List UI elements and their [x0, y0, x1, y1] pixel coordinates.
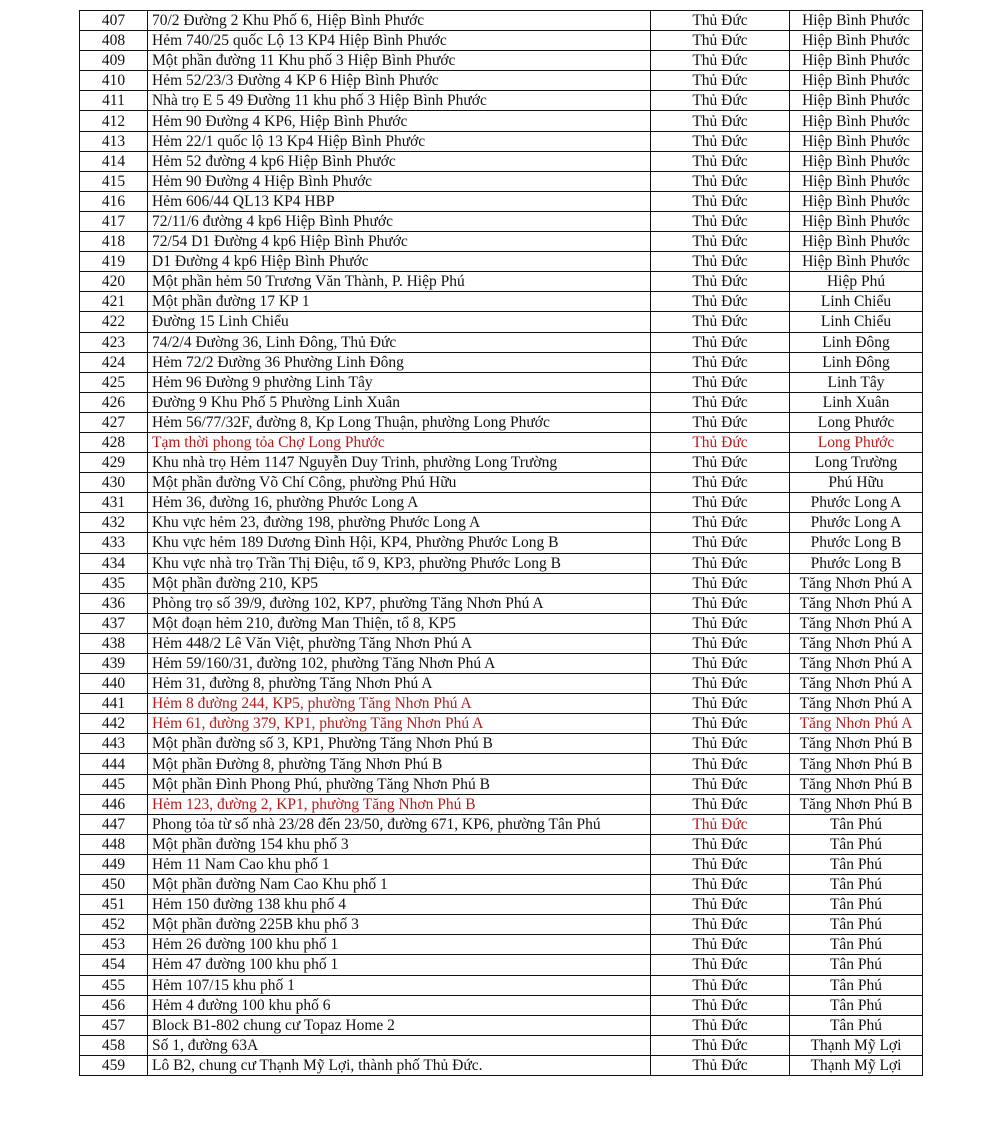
ward-cell: Tân Phú — [790, 875, 923, 895]
location-cell: Hẻm 4 đường 100 khu phố 6 — [148, 995, 651, 1015]
location-cell: Hẻm 123, đường 2, KP1, phường Tăng Nhơn Phú B — [148, 794, 651, 814]
row-number: 434 — [80, 553, 148, 573]
district-cell: Thủ Đức — [651, 1055, 790, 1075]
table-row — [80, 814, 923, 834]
table-body — [80, 11, 923, 1076]
row-number: 456 — [80, 995, 148, 1015]
table-row — [80, 412, 923, 432]
district-cell: Thủ Đức — [651, 774, 790, 794]
location-cell: Hẻm 56/77/32F, đường 8, Kp Long Thuận, phường Long Phước — [148, 412, 651, 432]
location-cell: Khu vực hẻm 189 Dương Đình Hội, KP4, Phường Phước Long B — [148, 533, 651, 553]
table-row — [80, 11, 923, 31]
district-cell: Thủ Đức — [651, 71, 790, 91]
table-row — [80, 252, 923, 272]
table-row — [80, 674, 923, 694]
location-cell: Phòng trọ số 39/9, đường 102, KP7, phường Tăng Nhơn Phú A — [148, 593, 651, 613]
table-row — [80, 372, 923, 392]
row-number: 437 — [80, 613, 148, 633]
district-cell: Thủ Đức — [651, 754, 790, 774]
table-row — [80, 633, 923, 653]
ward-cell: Tân Phú — [790, 834, 923, 854]
table-row — [80, 573, 923, 593]
district-cell: Thủ Đức — [651, 654, 790, 674]
ward-cell: Hiệp Bình Phước — [790, 71, 923, 91]
district-cell: Thủ Đức — [651, 814, 790, 834]
district-cell: Thủ Đức — [651, 191, 790, 211]
ward-cell: Hiệp Bình Phước — [790, 11, 923, 31]
district-cell: Thủ Đức — [651, 915, 790, 935]
district-cell: Thủ Đức — [651, 453, 790, 473]
table-row — [80, 995, 923, 1015]
row-number: 416 — [80, 191, 148, 211]
district-cell: Thủ Đức — [651, 573, 790, 593]
row-number: 410 — [80, 71, 148, 91]
row-number: 424 — [80, 352, 148, 372]
row-number: 421 — [80, 292, 148, 312]
row-number: 418 — [80, 232, 148, 252]
ward-cell: Tăng Nhơn Phú A — [790, 613, 923, 633]
table-row — [80, 975, 923, 995]
location-cell: Hẻm 22/1 quốc lộ 13 Kp4 Hiệp Bình Phước — [148, 131, 651, 151]
row-number: 442 — [80, 714, 148, 734]
district-cell: Thủ Đức — [651, 412, 790, 432]
district-cell: Thủ Đức — [651, 714, 790, 734]
row-number: 407 — [80, 11, 148, 31]
table-row — [80, 513, 923, 533]
table-row — [80, 292, 923, 312]
table-row — [80, 171, 923, 191]
ward-cell: Long Phước — [790, 412, 923, 432]
location-cell: Một phần Đường 8, phường Tăng Nhơn Phú B — [148, 754, 651, 774]
ward-cell: Linh Tây — [790, 372, 923, 392]
table-row — [80, 794, 923, 814]
row-number: 447 — [80, 814, 148, 834]
location-cell: Hẻm 107/15 khu phố 1 — [148, 975, 651, 995]
district-cell: Thủ Đức — [651, 432, 790, 452]
location-cell: D1 Đường 4 kp6 Hiệp Bình Phước — [148, 252, 651, 272]
row-number: 433 — [80, 533, 148, 553]
row-number: 419 — [80, 252, 148, 272]
location-cell: Một phần đường 17 KP 1 — [148, 292, 651, 312]
table-row — [80, 131, 923, 151]
row-number: 439 — [80, 654, 148, 674]
location-cell: Một phần đường Võ Chí Công, phường Phú Hữu — [148, 473, 651, 493]
district-cell: Thủ Đức — [651, 131, 790, 151]
table-row — [80, 1035, 923, 1055]
location-cell: Hẻm 11 Nam Cao khu phố 1 — [148, 854, 651, 874]
ward-cell: Linh Đông — [790, 332, 923, 352]
location-cell: Số 1, đường 63A — [148, 1035, 651, 1055]
district-cell: Thủ Đức — [651, 11, 790, 31]
row-number: 415 — [80, 171, 148, 191]
row-number: 457 — [80, 1015, 148, 1035]
district-cell: Thủ Đức — [651, 533, 790, 553]
row-number: 429 — [80, 453, 148, 473]
district-cell: Thủ Đức — [651, 834, 790, 854]
row-number: 446 — [80, 794, 148, 814]
location-cell: Một phần đường 225B khu phố 3 — [148, 915, 651, 935]
location-cell: 74/2/4 Đường 36, Linh Đông, Thủ Đức — [148, 332, 651, 352]
district-cell: Thủ Đức — [651, 493, 790, 513]
ward-cell: Thạnh Mỹ Lợi — [790, 1035, 923, 1055]
table-row — [80, 352, 923, 372]
ward-cell: Hiệp Bình Phước — [790, 91, 923, 111]
row-number: 454 — [80, 955, 148, 975]
table-row — [80, 432, 923, 452]
district-cell: Thủ Đức — [651, 151, 790, 171]
row-number: 455 — [80, 975, 148, 995]
row-number: 435 — [80, 573, 148, 593]
district-cell: Thủ Đức — [651, 794, 790, 814]
row-number: 459 — [80, 1055, 148, 1075]
ward-cell: Phú Hữu — [790, 473, 923, 493]
district-cell: Thủ Đức — [651, 171, 790, 191]
district-cell: Thủ Đức — [651, 272, 790, 292]
district-cell: Thủ Đức — [651, 332, 790, 352]
ward-cell: Tăng Nhơn Phú B — [790, 754, 923, 774]
location-cell: Khu vực nhà trọ Trần Thị Điệu, tổ 9, KP3, phường Phước Long B — [148, 553, 651, 573]
table-row — [80, 111, 923, 131]
ward-cell: Tăng Nhơn Phú A — [790, 573, 923, 593]
ward-cell: Hiệp Bình Phước — [790, 232, 923, 252]
row-number: 422 — [80, 312, 148, 332]
table-row — [80, 191, 923, 211]
row-number: 452 — [80, 915, 148, 935]
location-cell: Hẻm 8 đường 244, KP5, phường Tăng Nhơn Phú A — [148, 694, 651, 714]
ward-cell: Linh Chiểu — [790, 292, 923, 312]
table-row — [80, 493, 923, 513]
ward-cell: Hiệp Bình Phước — [790, 252, 923, 272]
row-number: 449 — [80, 854, 148, 874]
ward-cell: Tân Phú — [790, 895, 923, 915]
table-row — [80, 714, 923, 734]
table-row — [80, 955, 923, 975]
row-number: 427 — [80, 412, 148, 432]
table-row — [80, 312, 923, 332]
table-row — [80, 332, 923, 352]
ward-cell: Hiệp Phú — [790, 272, 923, 292]
row-number: 409 — [80, 51, 148, 71]
row-number: 413 — [80, 131, 148, 151]
location-cell: Hẻm 36, đường 16, phường Phước Long A — [148, 493, 651, 513]
district-cell: Thủ Đức — [651, 211, 790, 231]
ward-cell: Tân Phú — [790, 1015, 923, 1035]
row-number: 440 — [80, 674, 148, 694]
ward-cell: Tăng Nhơn Phú B — [790, 794, 923, 814]
table-row — [80, 654, 923, 674]
district-cell: Thủ Đức — [651, 292, 790, 312]
district-cell: Thủ Đức — [651, 613, 790, 633]
district-cell: Thủ Đức — [651, 875, 790, 895]
row-number: 414 — [80, 151, 148, 171]
ward-cell: Hiệp Bình Phước — [790, 51, 923, 71]
location-cell: Hẻm 90 Đường 4 Hiệp Bình Phước — [148, 171, 651, 191]
location-cell: Tạm thời phong tỏa Chợ Long Phước — [148, 432, 651, 452]
district-cell: Thủ Đức — [651, 734, 790, 754]
row-number: 445 — [80, 774, 148, 794]
location-cell: Đường 9 Khu Phố 5 Phường Linh Xuân — [148, 392, 651, 412]
location-cell: Đường 15 Linh Chiểu — [148, 312, 651, 332]
table-row — [80, 1055, 923, 1075]
table-row — [80, 533, 923, 553]
district-cell: Thủ Đức — [651, 995, 790, 1015]
table-row — [80, 151, 923, 171]
ward-cell: Hiệp Bình Phước — [790, 131, 923, 151]
ward-cell: Tăng Nhơn Phú A — [790, 633, 923, 653]
district-cell: Thủ Đức — [651, 854, 790, 874]
location-cell: Một phần Đình Phong Phú, phường Tăng Nhơn Phú B — [148, 774, 651, 794]
table-row — [80, 734, 923, 754]
location-cell: Một phần đường Nam Cao Khu phố 1 — [148, 875, 651, 895]
district-cell: Thủ Đức — [651, 895, 790, 915]
row-number: 425 — [80, 372, 148, 392]
row-number: 431 — [80, 493, 148, 513]
district-cell: Thủ Đức — [651, 955, 790, 975]
row-number: 436 — [80, 593, 148, 613]
table-row — [80, 694, 923, 714]
ward-cell: Tân Phú — [790, 995, 923, 1015]
table-row — [80, 453, 923, 473]
ward-cell: Phước Long B — [790, 553, 923, 573]
table-row — [80, 553, 923, 573]
row-number: 441 — [80, 694, 148, 714]
table-row — [80, 854, 923, 874]
district-cell: Thủ Đức — [651, 51, 790, 71]
ward-cell: Long Phước — [790, 432, 923, 452]
table-row — [80, 935, 923, 955]
district-cell: Thủ Đức — [651, 372, 790, 392]
location-cell: Một phần đường 154 khu phố 3 — [148, 834, 651, 854]
district-cell: Thủ Đức — [651, 633, 790, 653]
table-row — [80, 895, 923, 915]
row-number: 420 — [80, 272, 148, 292]
location-cell: Hẻm 52/23/3 Đường 4 KP 6 Hiệp Bình Phước — [148, 71, 651, 91]
table-row — [80, 774, 923, 794]
table-row — [80, 272, 923, 292]
district-cell: Thủ Đức — [651, 553, 790, 573]
row-number: 417 — [80, 211, 148, 231]
ward-cell: Thạnh Mỹ Lợi — [790, 1055, 923, 1075]
location-cell: Hẻm 740/25 quốc Lộ 13 KP4 Hiệp Bình Phước — [148, 31, 651, 51]
row-number: 430 — [80, 473, 148, 493]
row-number: 408 — [80, 31, 148, 51]
ward-cell: Hiệp Bình Phước — [790, 111, 923, 131]
location-cell: Hẻm 52 đường 4 kp6 Hiệp Bình Phước — [148, 151, 651, 171]
location-cell: Một phần hẻm 50 Trương Văn Thành, P. Hiệp Phú — [148, 272, 651, 292]
location-cell: Nhà trọ E 5 49 Đường 11 khu phố 3 Hiệp Bình Phước — [148, 91, 651, 111]
location-cell: Phong tỏa từ số nhà 23/28 đến 23/50, đường 671, KP6, phường Tân Phú — [148, 814, 651, 834]
row-number: 428 — [80, 432, 148, 452]
table-row — [80, 473, 923, 493]
ward-cell: Linh Xuân — [790, 392, 923, 412]
ward-cell: Hiệp Bình Phước — [790, 191, 923, 211]
ward-cell: Hiệp Bình Phước — [790, 31, 923, 51]
district-cell: Thủ Đức — [651, 975, 790, 995]
location-cell: Một phần đường 210, KP5 — [148, 573, 651, 593]
district-cell: Thủ Đức — [651, 694, 790, 714]
district-cell: Thủ Đức — [651, 31, 790, 51]
district-cell: Thủ Đức — [651, 111, 790, 131]
ward-cell: Tân Phú — [790, 975, 923, 995]
table-row — [80, 875, 923, 895]
location-cell: Hẻm 72/2 Đường 36 Phường Linh Đông — [148, 352, 651, 372]
row-number: 432 — [80, 513, 148, 533]
row-number: 451 — [80, 895, 148, 915]
ward-cell: Linh Chiểu — [790, 312, 923, 332]
district-cell: Thủ Đức — [651, 593, 790, 613]
row-number: 412 — [80, 111, 148, 131]
row-number: 438 — [80, 633, 148, 653]
row-number: 444 — [80, 754, 148, 774]
row-number: 450 — [80, 875, 148, 895]
location-cell: Hẻm 59/160/31, đường 102, phường Tăng Nhơn Phú A — [148, 654, 651, 674]
ward-cell: Phước Long A — [790, 493, 923, 513]
location-cell: Một phần đường 11 Khu phố 3 Hiệp Bình Phước — [148, 51, 651, 71]
row-number: 411 — [80, 91, 148, 111]
location-cell: Hẻm 150 đường 138 khu phố 4 — [148, 895, 651, 915]
location-cell: Block B1-802 chung cư Topaz Home 2 — [148, 1015, 651, 1035]
table-row — [80, 91, 923, 111]
table-row — [80, 915, 923, 935]
ward-cell: Tân Phú — [790, 854, 923, 874]
location-cell: Hẻm 96 Đường 9 phường Linh Tây — [148, 372, 651, 392]
ward-cell: Tăng Nhơn Phú A — [790, 674, 923, 694]
district-cell: Thủ Đức — [651, 1035, 790, 1055]
location-cell: Một đoạn hẻm 210, đường Man Thiện, tổ 8, KP5 — [148, 613, 651, 633]
table-row — [80, 51, 923, 71]
row-number: 458 — [80, 1035, 148, 1055]
table-row — [80, 834, 923, 854]
ward-cell: Hiệp Bình Phước — [790, 211, 923, 231]
ward-cell: Tân Phú — [790, 935, 923, 955]
row-number: 448 — [80, 834, 148, 854]
location-cell: Một phần đường số 3, KP1, Phường Tăng Nhơn Phú B — [148, 734, 651, 754]
district-cell: Thủ Đức — [651, 674, 790, 694]
location-cell: 70/2 Đường 2 Khu Phố 6, Hiệp Bình Phước — [148, 11, 651, 31]
location-cell: Hẻm 26 đường 100 khu phố 1 — [148, 935, 651, 955]
ward-cell: Tăng Nhơn Phú A — [790, 654, 923, 674]
location-cell: Khu nhà trọ Hẻm 1147 Nguyễn Duy Trinh, phường Long Trường — [148, 453, 651, 473]
table-row — [80, 1015, 923, 1035]
location-cell: Hẻm 606/44 QL13 KP4 HBP — [148, 191, 651, 211]
ward-cell: Hiệp Bình Phước — [790, 171, 923, 191]
table-row — [80, 31, 923, 51]
table-row — [80, 392, 923, 412]
district-cell: Thủ Đức — [651, 1015, 790, 1035]
table-row — [80, 593, 923, 613]
district-cell: Thủ Đức — [651, 473, 790, 493]
ward-cell: Tăng Nhơn Phú A — [790, 593, 923, 613]
district-cell: Thủ Đức — [651, 232, 790, 252]
table-row — [80, 754, 923, 774]
district-cell: Thủ Đức — [651, 252, 790, 272]
district-cell: Thủ Đức — [651, 513, 790, 533]
ward-cell: Tăng Nhơn Phú A — [790, 714, 923, 734]
table-row — [80, 232, 923, 252]
ward-cell: Tân Phú — [790, 915, 923, 935]
district-cell: Thủ Đức — [651, 935, 790, 955]
row-number: 423 — [80, 332, 148, 352]
location-cell: Hẻm 448/2 Lê Văn Việt, phường Tăng Nhơn Phú A — [148, 633, 651, 653]
location-cell: Hẻm 31, đường 8, phường Tăng Nhơn Phú A — [148, 674, 651, 694]
table-row — [80, 613, 923, 633]
district-cell: Thủ Đức — [651, 392, 790, 412]
row-number: 443 — [80, 734, 148, 754]
district-cell: Thủ Đức — [651, 312, 790, 332]
location-cell: Hẻm 47 đường 100 khu phố 1 — [148, 955, 651, 975]
ward-cell: Long Trường — [790, 453, 923, 473]
ward-cell: Tăng Nhơn Phú B — [790, 774, 923, 794]
location-cell: 72/54 D1 Đường 4 kp6 Hiệp Bình Phước — [148, 232, 651, 252]
ward-cell: Tăng Nhơn Phú B — [790, 734, 923, 754]
ward-cell: Tân Phú — [790, 955, 923, 975]
table-row — [80, 71, 923, 91]
district-cell: Thủ Đức — [651, 352, 790, 372]
table-row — [80, 211, 923, 231]
district-cell: Thủ Đức — [651, 91, 790, 111]
location-cell: Lô B2, chung cư Thạnh Mỹ Lợi, thành phố Thủ Đức. — [148, 1055, 651, 1075]
ward-cell: Hiệp Bình Phước — [790, 151, 923, 171]
row-number: 426 — [80, 392, 148, 412]
ward-cell: Tăng Nhơn Phú A — [790, 694, 923, 714]
ward-cell: Phước Long B — [790, 533, 923, 553]
lockdown-address-table — [79, 10, 923, 1076]
location-cell: 72/11/6 đường 4 kp6 Hiệp Bình Phước — [148, 211, 651, 231]
ward-cell: Linh Đông — [790, 352, 923, 372]
ward-cell: Tân Phú — [790, 814, 923, 834]
location-cell: Khu vực hẻm 23, đường 198, phường Phước Long A — [148, 513, 651, 533]
location-cell: Hẻm 90 Đường 4 KP6, Hiệp Bình Phước — [148, 111, 651, 131]
row-number: 453 — [80, 935, 148, 955]
ward-cell: Phước Long A — [790, 513, 923, 533]
location-cell: Hẻm 61, đường 379, KP1, phường Tăng Nhơn Phú A — [148, 714, 651, 734]
